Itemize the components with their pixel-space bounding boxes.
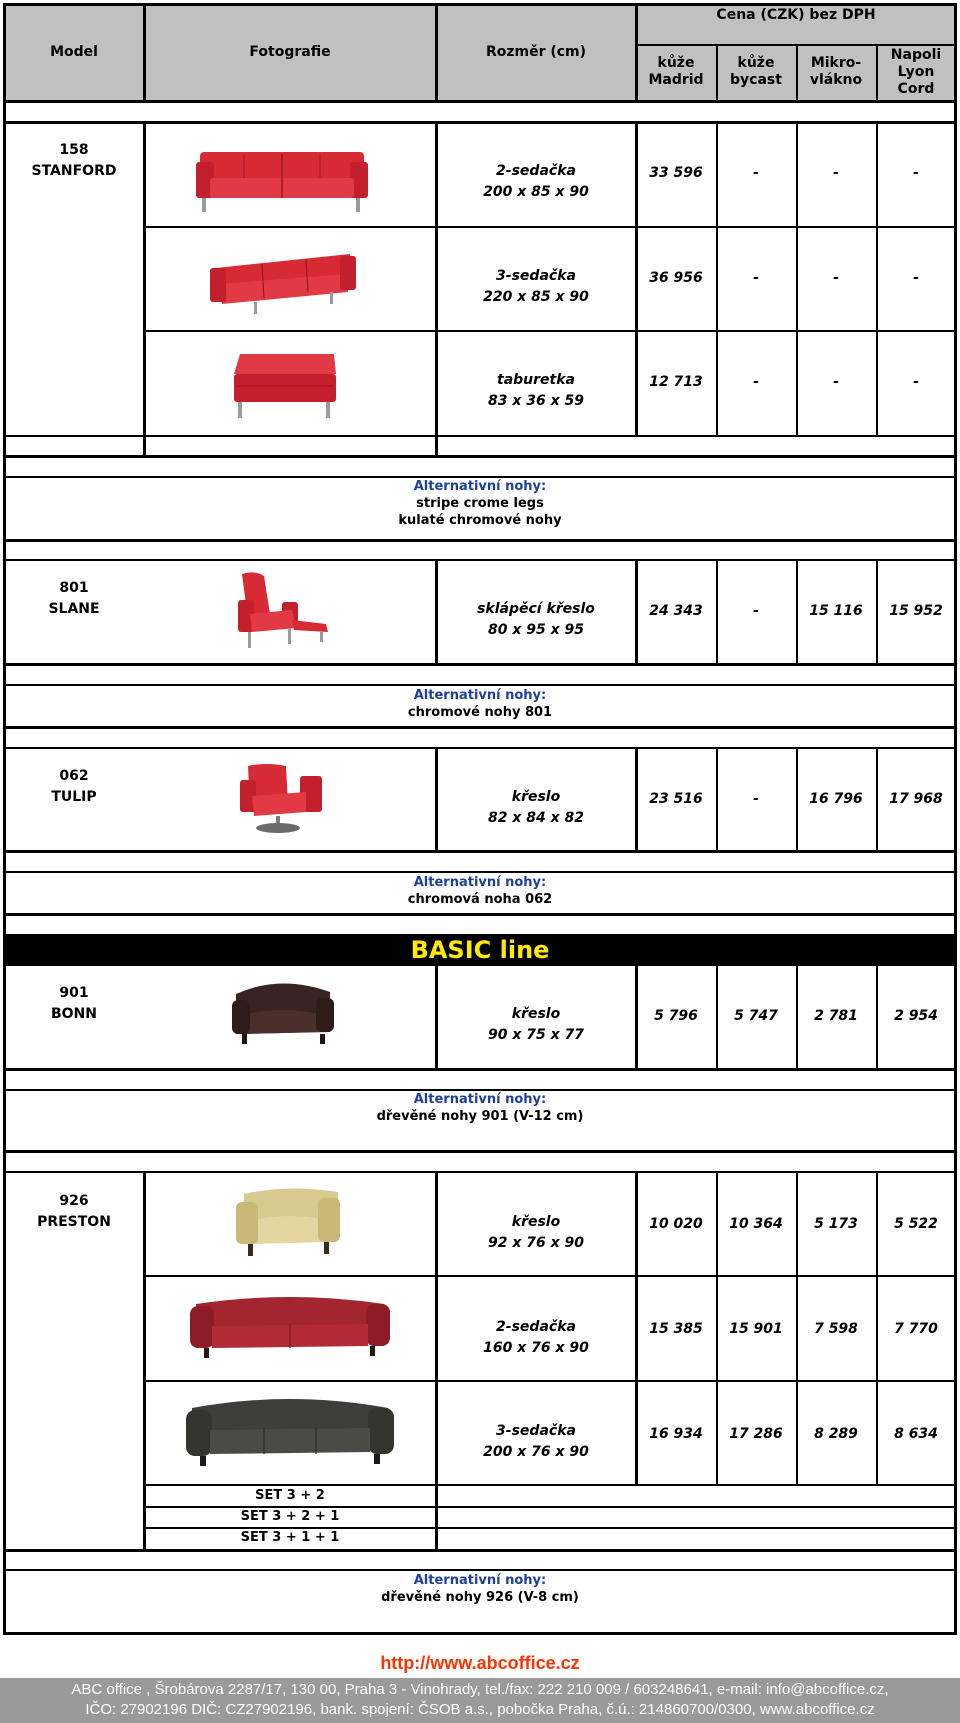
- model-slane: [4, 578, 144, 620]
- price-cell: 7 770: [894, 1321, 938, 1337]
- model-code: 926: [59, 1193, 89, 1209]
- grid-line: [4, 850, 956, 853]
- grid-line: [876, 966, 878, 1070]
- price-cell: 12 713: [649, 374, 703, 390]
- model-name: STANFORD: [31, 163, 117, 179]
- item-dims: 160 x 76 x 90: [483, 1340, 589, 1356]
- price-cell: -: [913, 270, 919, 286]
- alternative-heading: Alternativní nohy:: [413, 875, 547, 890]
- price-cell: 33 596: [649, 165, 703, 181]
- price-cell: -: [833, 374, 839, 390]
- grid-line: [144, 330, 956, 332]
- model-code: 062: [59, 768, 89, 784]
- item-type: sklápěcí křeslo: [477, 601, 595, 617]
- price-cell: 5 173: [814, 1216, 858, 1232]
- alternative-line: dřevěné nohy 926 (V-8 cm): [381, 1590, 579, 1605]
- grid-line: [716, 966, 718, 1070]
- header-price-bycast: [716, 44, 796, 100]
- grid-line: [716, 44, 718, 101]
- price-cell: -: [753, 165, 759, 181]
- footer-line: ABC office , Šrobárova 2287/17, 130 00, Praha 3 - Vinohrady, tel./fax: 222 210 009 / 603248641, e-mail: info@abcoffice.cz,: [71, 1681, 889, 1698]
- grid-line: [144, 1380, 956, 1382]
- model-name: BONN: [50, 1006, 97, 1022]
- price-cell: -: [753, 374, 759, 390]
- item-size: [436, 266, 636, 308]
- alternative-heading: Alternativní nohy:: [413, 479, 547, 494]
- grid-line: [4, 871, 956, 873]
- set-option: SET 3 + 1 + 1: [240, 1530, 340, 1545]
- item-size: [436, 161, 636, 203]
- model-name: PRESTON: [37, 1214, 111, 1230]
- grid-line: [796, 747, 798, 852]
- header-price-bycast-l1: kůže: [737, 55, 775, 71]
- price-cell: 23 516: [649, 791, 703, 807]
- model-code: 801: [59, 580, 89, 596]
- grid-line: [4, 1089, 956, 1091]
- grid-line: [716, 747, 718, 852]
- item-type: 3-sedačka: [496, 268, 576, 284]
- price-cell: 24 343: [649, 603, 703, 619]
- grid-line: [144, 1527, 956, 1529]
- grid-line: [635, 3, 638, 101]
- grid-line: [4, 1171, 956, 1173]
- grid-line: [144, 1484, 956, 1486]
- grid-line: [4, 726, 956, 729]
- footer-url-link[interactable]: http://www.abcoffice.cz: [380, 1653, 580, 1673]
- header-size: Rozměr (cm): [485, 43, 587, 60]
- grid-line: [635, 1171, 638, 1485]
- grid-line: [435, 121, 438, 457]
- alternative-legs: [4, 1091, 956, 1125]
- set-option: SET 3 + 2: [255, 1488, 325, 1503]
- header-price-bycast-l2: bycast: [730, 72, 782, 88]
- item-dims: 83 x 36 x 59: [487, 393, 584, 409]
- grid-line: [435, 559, 438, 665]
- photo-red-2-seat-sofa: [196, 140, 368, 218]
- grid-line: [435, 966, 438, 1070]
- price-cell: 8 634: [894, 1426, 938, 1442]
- alternative-line: chromové nohy 801: [407, 705, 553, 720]
- grid-line: [3, 3, 6, 1635]
- header-price-microfiber-l2: vlákno: [809, 72, 863, 88]
- price-cell: -: [753, 270, 759, 286]
- model-code: 901: [59, 985, 89, 1001]
- alternative-legs: [4, 478, 956, 529]
- grid-line: [4, 663, 956, 666]
- grid-line: [4, 1632, 956, 1635]
- alternative-line: kulaté chromové nohy: [398, 513, 562, 528]
- price-cell: 8 289: [814, 1426, 858, 1442]
- alternative-legs: [4, 687, 956, 721]
- model-tulip: [4, 766, 144, 808]
- item-dims: 82 x 84 x 82: [487, 810, 584, 826]
- grid-line: [635, 121, 638, 436]
- footer-contact: [0, 1678, 960, 1723]
- header-price-napoli-l3: Cord: [897, 80, 935, 97]
- header-price-madrid-l1: kůže: [657, 55, 695, 71]
- item-size: [436, 1317, 636, 1359]
- price-cell: -: [753, 603, 759, 619]
- grid-line: [4, 1068, 956, 1071]
- grid-line: [635, 559, 638, 665]
- header-price-madrid-l2: Madrid: [648, 72, 704, 88]
- alternative-line: stripe crome legs: [416, 496, 544, 511]
- grid-line: [4, 100, 956, 103]
- photo-dark-red-2-seat-sofa: [190, 1290, 390, 1364]
- grid-line: [4, 913, 956, 916]
- item-type: 3-sedačka: [496, 1423, 576, 1439]
- item-size: [436, 370, 636, 412]
- price-cell: 17 286: [729, 1426, 783, 1442]
- alternative-heading: Alternativní nohy:: [413, 1092, 547, 1107]
- price-cell: 5 522: [894, 1216, 938, 1232]
- grid-line: [796, 966, 798, 1070]
- price-cell: 10 364: [729, 1216, 783, 1232]
- grid-line: [144, 1275, 956, 1277]
- alternative-heading: Alternativní nohy:: [413, 1573, 547, 1588]
- photo-red-ottoman: [230, 350, 340, 420]
- price-cell: 5 747: [734, 1008, 778, 1024]
- price-cell: 15 385: [649, 1321, 703, 1337]
- item-size: [436, 1421, 636, 1463]
- alternative-heading: Alternativní nohy:: [413, 688, 547, 703]
- grid-line: [716, 121, 718, 436]
- alternative-legs: [4, 1572, 956, 1606]
- price-cell: -: [913, 165, 919, 181]
- item-type: taburetka: [497, 372, 575, 388]
- grid-line: [4, 476, 956, 478]
- model-stanford: [4, 140, 144, 182]
- price-cell: 36 956: [649, 270, 703, 286]
- grid-line: [876, 747, 878, 852]
- grid-line: [635, 966, 638, 1070]
- grid-line: [435, 1171, 438, 1551]
- grid-line: [143, 1171, 146, 1551]
- header-price-group: Cena (CZK) bez DPH: [716, 6, 876, 23]
- basic-line-banner: BASIC line: [4, 934, 956, 966]
- item-dims: 200 x 85 x 90: [483, 184, 589, 200]
- grid-line: [796, 121, 798, 436]
- grid-line: [796, 1171, 798, 1485]
- item-dims: 90 x 75 x 77: [487, 1027, 584, 1043]
- grid-line: [4, 435, 956, 437]
- header-price-microfiber-l1: Mikro-: [810, 55, 862, 71]
- grid-line: [876, 121, 878, 436]
- header-price-microfiber: [796, 44, 876, 100]
- model-code: 158: [59, 142, 89, 158]
- grid-line: [4, 559, 956, 561]
- price-cell: 15 952: [889, 603, 943, 619]
- item-type: 2-sedačka: [496, 1319, 576, 1335]
- model-name: SLANE: [48, 601, 100, 617]
- grid-line: [4, 539, 956, 542]
- item-type: křeslo: [511, 789, 561, 805]
- grid-line: [4, 121, 956, 124]
- grid-line: [435, 747, 438, 852]
- grid-line: [796, 559, 798, 665]
- grid-line: [716, 1171, 718, 1485]
- item-size: [436, 1212, 636, 1254]
- grid-line: [4, 684, 956, 686]
- grid-line: [876, 44, 878, 101]
- photo-brown-tub-chair: [230, 974, 336, 1054]
- grid-line: [144, 226, 956, 228]
- price-cell: 15 116: [809, 603, 863, 619]
- set-option: SET 3 + 2 + 1: [240, 1509, 340, 1524]
- header-price-napoli-l1: Napoli: [890, 46, 942, 63]
- header-price-napoli-l2: Lyon: [897, 63, 935, 80]
- item-dims: 220 x 85 x 90: [483, 289, 589, 305]
- price-cell: 17 968: [889, 791, 943, 807]
- footer-line: IČO: 27902196 DIČ: CZ27902196, bank. spojení: ČSOB a.s., pobočka Praha, č.ú.: 214860700/0300, www.abcoffice.cz: [85, 1701, 875, 1718]
- item-dims: 80 x 95 x 95: [487, 622, 584, 638]
- grid-line: [796, 44, 798, 101]
- header-price-napoli: [876, 44, 956, 100]
- item-dims: 200 x 76 x 90: [483, 1444, 589, 1460]
- price-cell: -: [833, 270, 839, 286]
- price-cell: 2 781: [814, 1008, 858, 1024]
- grid-line: [4, 1569, 956, 1571]
- grid-line: [876, 1171, 878, 1485]
- model-name: TULIP: [51, 789, 97, 805]
- photo-red-swivel-armchair: [236, 762, 328, 834]
- grid-line: [954, 3, 957, 1635]
- price-cell: 16 796: [809, 791, 863, 807]
- item-size: [436, 787, 636, 829]
- alternative-line: dřevěné nohy 901 (V-12 cm): [376, 1109, 584, 1124]
- photo-red-3-seat-sofa: [210, 244, 356, 316]
- item-size: [436, 599, 636, 641]
- price-cell: 5 796: [654, 1008, 698, 1024]
- price-cell: -: [833, 165, 839, 181]
- item-size: [436, 1004, 636, 1046]
- price-cell: 10 020: [649, 1216, 703, 1232]
- grid-line: [4, 1549, 956, 1552]
- grid-line: [435, 3, 438, 101]
- alternative-line: chromová noha 062: [407, 892, 553, 907]
- header-model: Model: [50, 43, 98, 60]
- price-cell: 15 901: [729, 1321, 783, 1337]
- photo-beige-armchair: [234, 1180, 344, 1264]
- grid-line: [4, 3, 956, 6]
- alternative-legs: [4, 874, 956, 908]
- model-preston: [4, 1191, 144, 1233]
- model-bonn: [4, 983, 144, 1025]
- grid-line: [144, 1506, 956, 1508]
- grid-line: [4, 1150, 956, 1153]
- item-dims: 92 x 76 x 90: [487, 1235, 584, 1251]
- grid-line: [635, 747, 638, 852]
- header-price-madrid: [636, 44, 716, 100]
- price-cell: 2 954: [894, 1008, 938, 1024]
- grid-line: [716, 559, 718, 665]
- item-type: křeslo: [511, 1006, 561, 1022]
- item-type: 2-sedačka: [496, 163, 576, 179]
- price-cell: 16 934: [649, 1426, 703, 1442]
- header-photo: Fotografie: [249, 43, 331, 60]
- grid-line: [4, 747, 956, 749]
- price-cell: -: [913, 374, 919, 390]
- grid-line: [143, 3, 146, 101]
- grid-line: [4, 455, 956, 458]
- grid-line: [876, 559, 878, 665]
- grid-line: [143, 121, 146, 457]
- photo-red-recliner-chair: [236, 570, 332, 652]
- price-cell: 7 598: [814, 1321, 858, 1337]
- price-cell: -: [753, 791, 759, 807]
- item-type: křeslo: [511, 1214, 561, 1230]
- photo-dark-grey-3-seat-sofa: [186, 1390, 394, 1472]
